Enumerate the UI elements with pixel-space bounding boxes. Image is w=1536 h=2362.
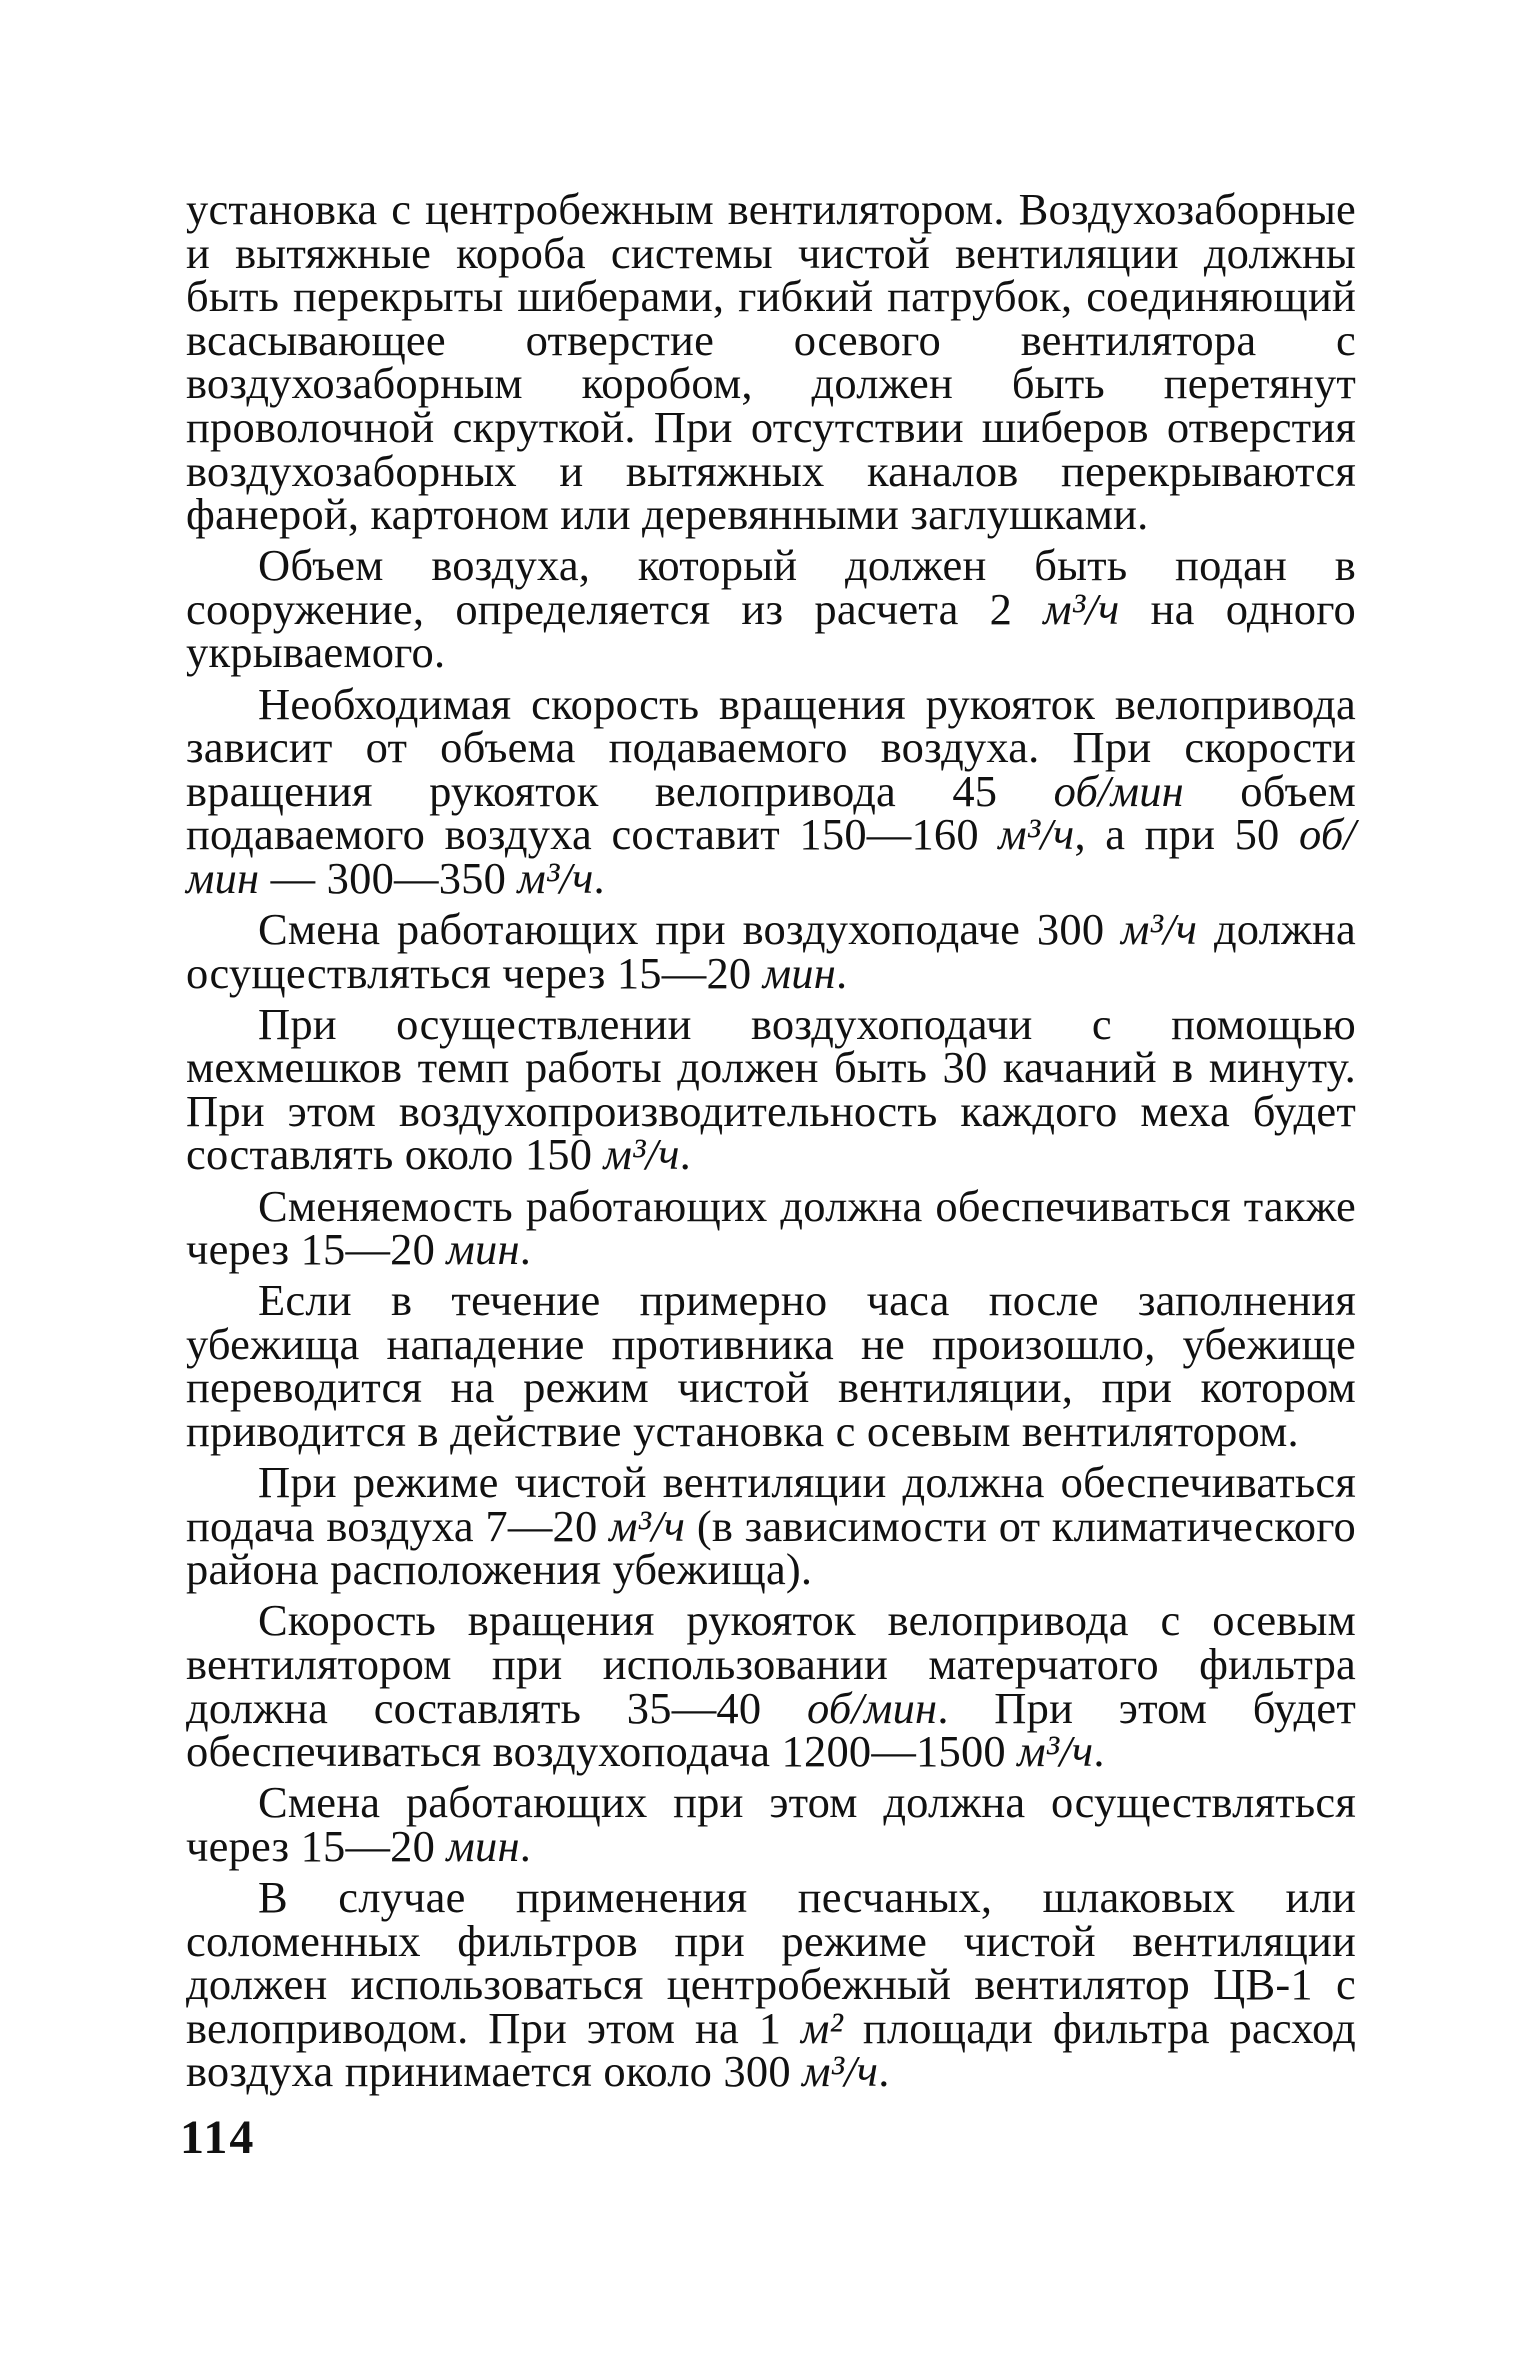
- paragraph: Скорость вращения рукояток велопривода с осевым вентилятором при использовании матерчатого фильтра должна составлять 35—40 об/мин. При этом будет обеспечиваться воздухоподача 1200—1500 м³/ч.: [186, 1595, 1356, 1777]
- page-number: 114: [180, 2111, 256, 2164]
- paragraph: Смена работающих при воздухоподаче 300 м³/ч должна осуществляться через 15—20 мин.: [186, 904, 1356, 998]
- paragraph: Объем воздуха, который должен быть подан в сооружение, определяется из расчета 2 м³/ч на одного укрываемого.: [186, 540, 1356, 678]
- paragraph: Сменяемость работающих должна обеспечиваться также через 15—20 мин.: [186, 1180, 1356, 1275]
- paragraph: В случае применения песчаных, шлаковых или соломенных фильтров при режиме чистой вентиляции должен использоваться центробежный вентилятор ЦВ-1 с велоприводом. При этом на 1 м² площади фильтра расход воздуха принимается около 300 м³/ч.: [186, 1871, 1356, 2097]
- paragraph: При осуществлении воздухоподачи с помощью мехмешков темп работы должен быть 30 качаний в минуту. При этом воздухопроизводительность каждого меха будет составлять около 150 м³/ч.: [186, 998, 1356, 1180]
- paragraph: Смена работающих при этом должна осуществляться через 15—20 мин.: [186, 1777, 1356, 1871]
- paragraph: При режиме чистой вентиляции должна обеспечиваться подача воздуха 7—20 м³/ч (в зависимости от климатического района расположения убежища).: [186, 1457, 1357, 1595]
- body-text: [186, 184, 1357, 2101]
- paragraph: Если в течение примерно часа после заполнения убежища нападение противника не произошло, убежище переводится на режим чистой вентиляции, при котором приводится в действие установка с осевым вентилятором.: [186, 1275, 1356, 1457]
- paragraph: установка с центробежным вентилятором. Воздухозаборные и вытяжные короба системы чистой вентиляции должны быть перекрыты шиберами, гибкий патрубок, соединяющий всасывающее отверстие осевого вентилятора с воздухозаборным коробом, должен быть перетянут проволочной скруткой. При отсутствии шиберов отверстия воздухозаборных и вытяжных каналов перекрываются фанерой, картоном или деревянными заглушками.: [186, 184, 1356, 540]
- paragraph: Необходимая скорость вращения рукояток велопривода зависит от объема подаваемого воздуха. При скорости вращения рукояток велопривода 45 об/мин объем подаваемого воздуха составит 150—160 м³/ч, а при 50 об/мин — 300—350 м³/ч.: [186, 678, 1357, 903]
